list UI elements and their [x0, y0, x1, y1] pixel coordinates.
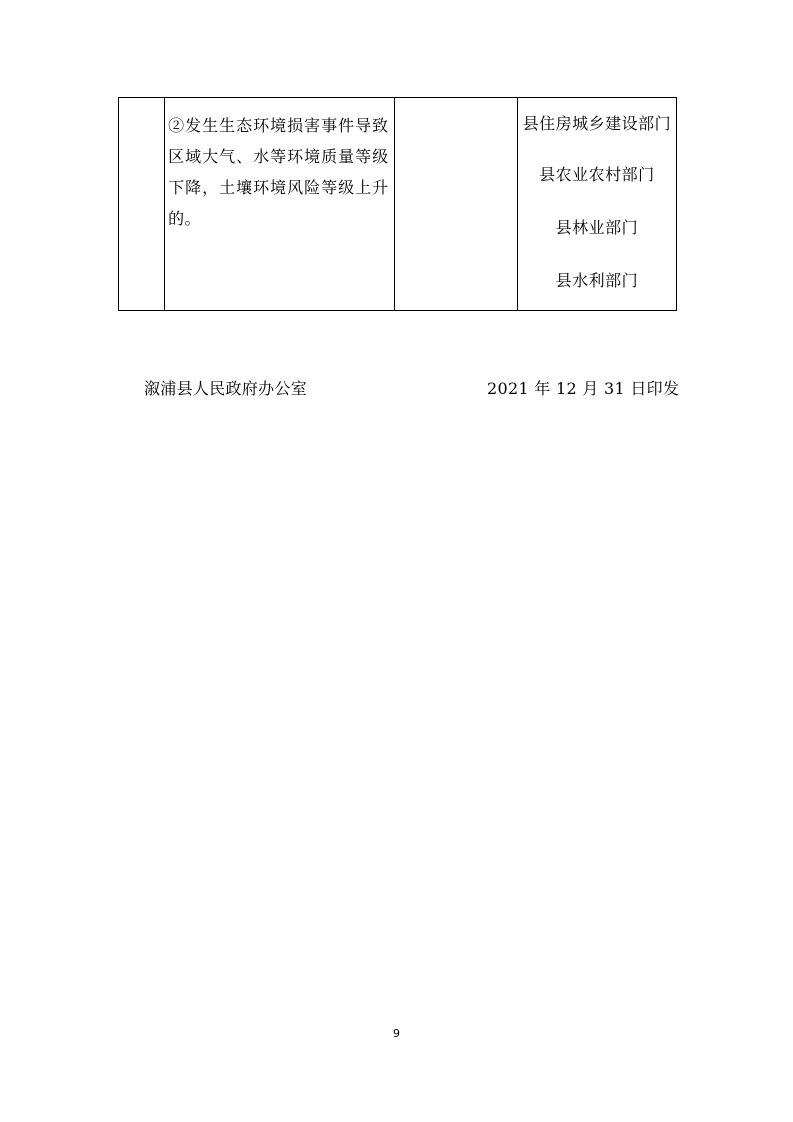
condition-text: ②发生生态环境损害事件导致区域大气、水等环境质量等级下降，土壤环境风险等级上升的。 [168, 116, 389, 228]
index-cell [119, 98, 165, 311]
table-row [119, 98, 677, 311]
departments-cell [517, 98, 676, 311]
department-item: 县林业部门 [555, 218, 639, 237]
department-item: 县水利部门 [555, 271, 639, 290]
department-item: 县农业农村部门 [539, 165, 655, 184]
department-item: 县住房城乡建设部门 [522, 114, 672, 133]
responsibility-table [118, 97, 677, 311]
middle-cell [395, 98, 517, 311]
issue-date: 2021 年 12 月 31 日印发 [487, 379, 680, 398]
page-number: 9 [393, 1027, 400, 1040]
issuer-name: 溆浦县人民政府办公室 [144, 379, 308, 398]
department-list [518, 98, 676, 310]
condition-cell [165, 98, 395, 311]
